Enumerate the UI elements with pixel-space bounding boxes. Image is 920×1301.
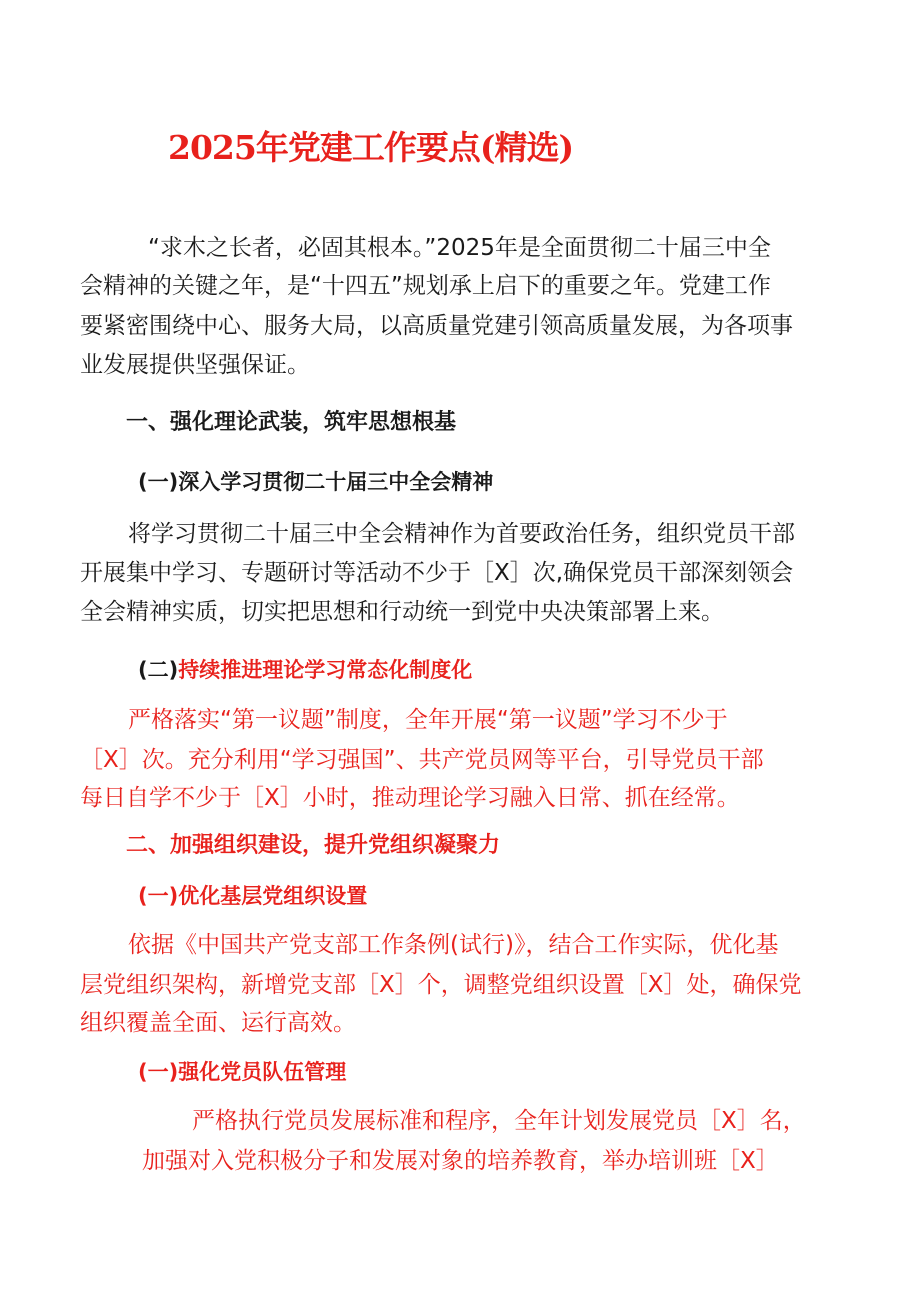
body-line: 将学习贯彻二十届三中全会精神作为首要政治任务，组织党员干部 <box>128 521 795 547</box>
body-line: 每日自学不少于［X］小时，推动理论学习融入日常、抓在经常。 <box>80 785 740 811</box>
body-line: 开展集中学习、专题研讨等活动不少于［X］次,确保党员干部深刻领会 <box>80 560 794 586</box>
section-heading: 二、加强组织建设，提升党组织凝聚力 <box>126 833 501 858</box>
body-line: 加强对入党积极分子和发展对象的培养教育，举办培训班［X］ <box>142 1148 779 1174</box>
body-line: 依据《中国共产党支部工作条例(试行)》，结合工作实际，优化基 <box>128 932 779 958</box>
intro-line: 业发展提供坚强保证。 <box>80 352 310 378</box>
body-line: 组织覆盖全面、运行高效。 <box>80 1010 356 1036</box>
subsection-title: 持续推进理论学习常态化制度化 <box>178 658 473 682</box>
subsection-heading: (一)深入学习贯彻二十届三中全会精神 <box>138 470 494 494</box>
subsection-heading: (一)优化基层党组织设置 <box>138 884 368 908</box>
body-line: 严格执行党员发展标准和程序，全年计划发展党员［X］名， <box>192 1108 806 1134</box>
body-line: ［X］次。充分利用“学习强国”、共产党员网等平台，引导党员干部 <box>80 747 764 773</box>
intro-line: 要紧密围绕中心、服务大局，以高质量党建引领高质量发展，为各项事 <box>80 313 793 339</box>
document-title: 2025年党建工作要点(精选) <box>168 128 574 167</box>
intro-line: “求木之长者，必固其根本。”2025年是全面贯彻二十届三中全 <box>148 235 771 261</box>
section-heading: 一、强化理论武装，筑牢思想根基 <box>126 410 457 435</box>
subsection-heading <box>138 655 472 685</box>
body-line: 层党组织架构，新增党支部［X］个，调整党组织设置［X］处，确保党 <box>80 972 802 998</box>
body-line: 严格落实“第一议题”制度，全年开展“第一议题”学习不少于 <box>128 707 728 733</box>
subsection-number: (二) <box>138 658 179 682</box>
body-line: 全会精神实质，切实把思想和行动统一到党中央决策部署上来。 <box>80 599 724 625</box>
intro-line: 会精神的关键之年，是“十四五”规划承上启下的重要之年。党建工作 <box>80 273 771 299</box>
subsection-heading: (一)强化党员队伍管理 <box>138 1060 347 1084</box>
